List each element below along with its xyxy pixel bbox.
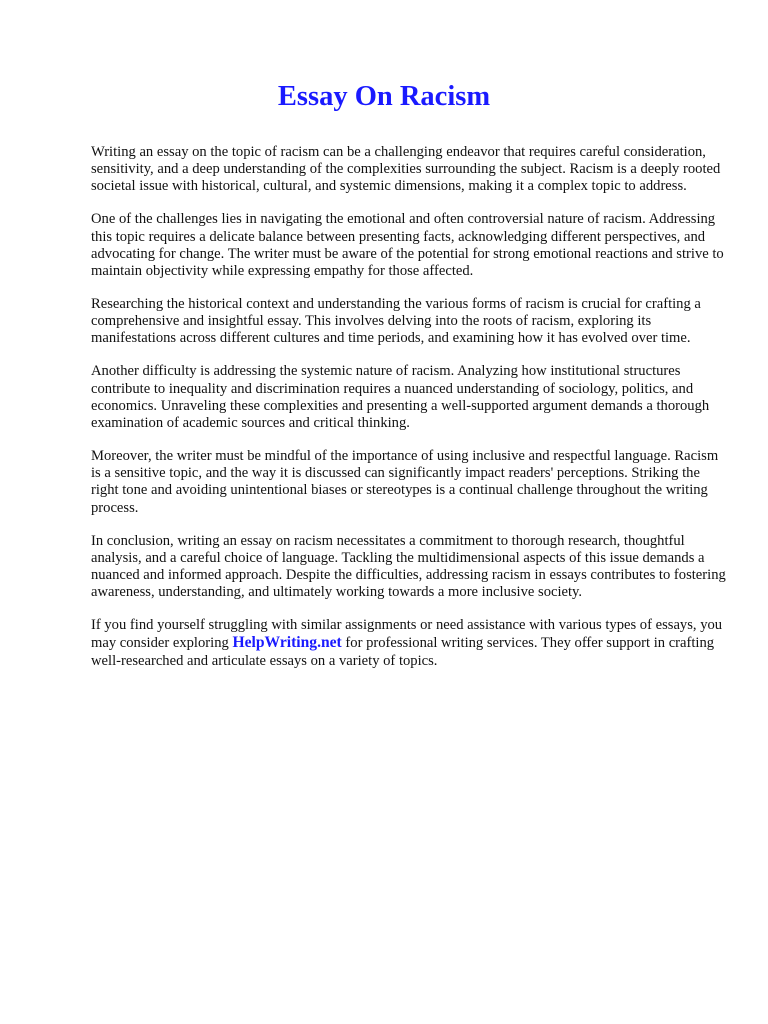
paragraph-closing (91, 617, 731, 670)
helpwriting-link[interactable]: HelpWriting.net (232, 634, 342, 652)
paragraph-challenges: One of the challenges lies in navigating the emotional and often controversial nature of racism. Addressing this topic requires a delicate balance between presenting facts, acknowledging different perspectives, and advocating for change. The writer must be aware of the potential for strong emotional reactions and strive to maintain objectivity while expressing empathy for those affected. (91, 211, 724, 280)
closing-text-before-link: If you find yourself struggling with similar assignments or need assistance with various types of essays, you may consider exploring (91, 617, 723, 652)
closing-text-after-link: for professional writing services. They offer support in crafting well-researched and articulate essays on a variety of topics. (91, 635, 715, 669)
paragraph-systemic-nature: Another difficulty is addressing the systemic nature of racism. Analyzing how institutional structures contribute to inequality and discrimination requires a nuanced understanding of sociology, politics, and economics. Unraveling these complexities and presenting a well-supported argument demands a thorough examination of academic sources and critical thinking. (91, 363, 710, 432)
paragraph-intro: Writing an essay on the topic of racism can be a challenging endeavor that requires careful consideration, sensitivity, and a deep understanding of the complexities surrounding the subject. Racism is a deeply rooted societal issue with historical, cultural, and systemic dimensions, making it a complex topic to address. (91, 144, 721, 195)
document-title: Essay On Racism (277, 81, 491, 112)
paragraph-historical-context: Researching the historical context and understanding the various forms of racism is crucial for crafting a comprehensive and insightful essay. This involves delving into the roots of racism, exploring its manifestations across different cultures and time periods, and examining how it has evolved over time. (91, 296, 701, 347)
paragraph-language: Moreover, the writer must be mindful of the importance of using inclusive and respectful language. Racism is a sensitive topic, and the way it is discussed can significantly impact readers' perceptions. Striking the right tone and avoiding unintentional biases or stereotypes is a continual challenge throughout the writing process. (91, 448, 719, 516)
paragraph-conclusion: In conclusion, writing an essay on racism necessitates a commitment to thorough research, thoughtful analysis, and a careful choice of language. Tackling the multidimensional aspects of this issue demands a nuanced and informed approach. Despite the difficulties, addressing racism in essays contributes to fostering awareness, understanding, and ultimately working towards a more inclusive society. (91, 532, 726, 601)
